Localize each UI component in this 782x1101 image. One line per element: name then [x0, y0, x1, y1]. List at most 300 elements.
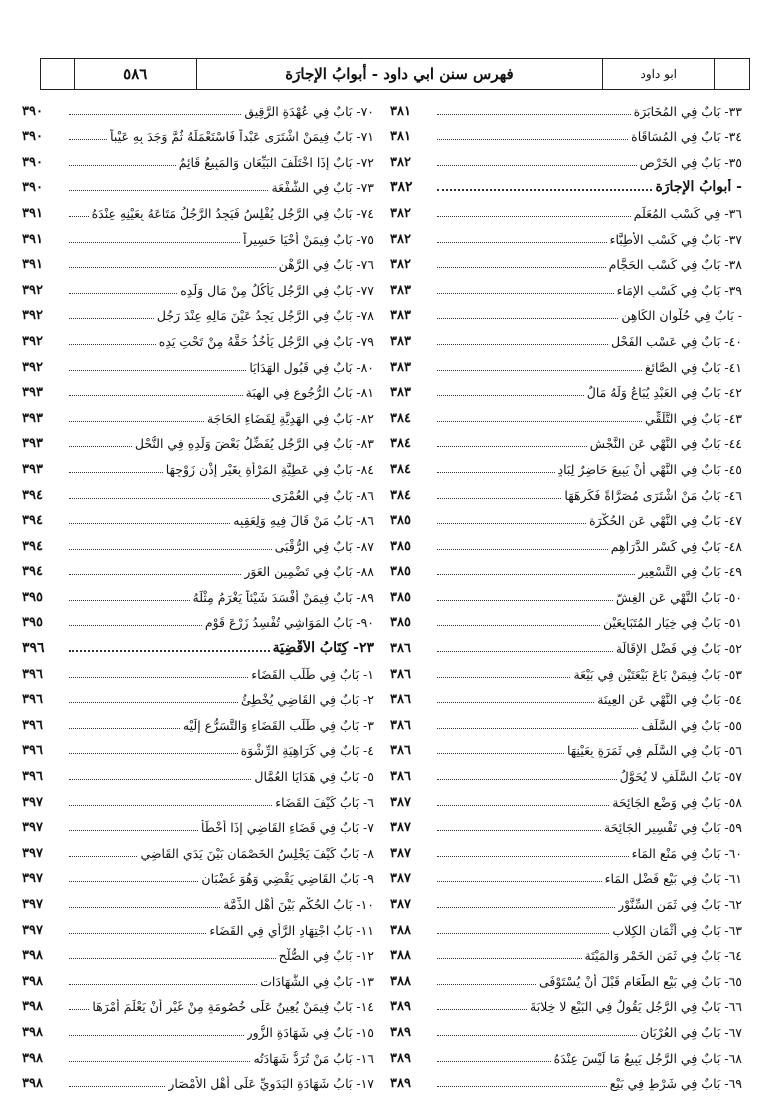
index-entry: [390, 480, 742, 506]
entry-page-number: ٣٩٦: [22, 743, 43, 759]
entry-title: ٣- بَابٌ فِي طَلَبِ القَضَاءِ وَالتَّسَرُّعِ إلَيْه: [182, 717, 374, 733]
entry-title: ١- بَابٌ فِي طَلَبِ القَضَاء: [251, 666, 374, 682]
index-entry: [390, 352, 742, 378]
entry-page-number: ٣٩١: [22, 257, 43, 273]
dot-leader: [437, 702, 594, 703]
dot-leader: [437, 242, 607, 243]
page-header: [40, 58, 750, 90]
entry-title: ١٦- بَابُ مَنْ تُرَدُّ شَهَادَتُه: [253, 1050, 374, 1066]
index-entry: [22, 147, 374, 173]
entry-page-number: ٣٨٦: [390, 769, 411, 785]
dot-leader: [69, 805, 272, 806]
dot-leader: [69, 293, 177, 294]
entry-title: ٢- بَابٌ فِي القَاضِي يُخْطِئُ: [241, 692, 374, 708]
index-entry: [390, 685, 742, 711]
index-entry: [390, 506, 742, 532]
entry-page-number: ٣٨٩: [390, 1050, 411, 1066]
entry-page-number: ٣٨٢: [390, 154, 411, 170]
entry-page-number: ٣٨٩: [390, 1076, 411, 1092]
entry-title: ٨٦- بَابٌ فِي العُمْرَى: [271, 487, 374, 503]
dot-leader: [69, 344, 156, 345]
entry-title: ٤٦- بَابُ مَنْ اشْتَرَى مُصَرَّاةً فَكَرِهَهَا: [564, 487, 742, 503]
entry-title: ٨٩- بَابٌ فِيمَنْ أفْسَدَ شَيْئاً يَغْرَمُ مِثْلَهُ: [192, 589, 374, 605]
dot-leader: [437, 600, 613, 601]
dot-leader: [437, 779, 617, 780]
dot-leader: [437, 498, 561, 499]
index-entry: [390, 633, 742, 659]
dot-leader: [437, 1009, 527, 1010]
index-entry: [390, 147, 742, 173]
index-entry: [390, 813, 742, 839]
entry-page-number: ٣٨٣: [390, 282, 411, 298]
entry-title: ٤٣- بَابٌ فِي التَّلَقِّي: [645, 410, 742, 426]
entry-page-number: ٣٩٠: [22, 180, 43, 196]
index-entry: [22, 787, 374, 813]
index-entry: [22, 864, 374, 890]
dot-leader: [69, 498, 269, 499]
index-entry: [22, 198, 374, 224]
entry-page-number: ٣٩٤: [22, 487, 43, 503]
index-entry: [22, 454, 374, 480]
entry-page-number: ٣٩٨: [22, 948, 43, 964]
entry-title: ٨١- بَابُ الرُّجُوعِ فِي الهِبَة: [245, 385, 374, 401]
index-entry: [390, 557, 742, 583]
dot-leader: [69, 574, 241, 575]
entry-title: ٨٤- بَابٌ فِي عَطِيَّةِ المَرْأةِ بِغَيْرِ إذْنِ زَوْجِهَا: [165, 461, 374, 477]
entry-title: ٣٩- بَابٌ فِي كَسْبِ الإمَاء: [616, 282, 742, 298]
entry-page-number: ٣٩٥: [22, 615, 43, 631]
entry-page-number: ٣٩٧: [22, 845, 43, 861]
dot-leader: [437, 472, 555, 473]
dot-leader: [437, 1035, 637, 1036]
header-empty-right: [715, 59, 749, 89]
index-entry: [22, 582, 374, 608]
index-entry: [390, 301, 742, 327]
entry-title: ١٧- بَابُ شَهَادَةِ البَدَوِيِّ عَلَى أهْلِ الأمْصَار: [168, 1076, 374, 1092]
index-entry: [22, 122, 374, 148]
entry-title: ٤٩- بَابٌ فِي التَّسْعِير: [638, 564, 742, 580]
entry-title: ٧٢- بَابٌ إذَا اخْتَلَفَ البَيِّعَانِ وَالمَبِيعُ قَائِمٌ: [178, 154, 374, 170]
index-entry: [390, 403, 742, 429]
entry-page-number: ٣٨٤: [390, 436, 411, 452]
index-entry: [390, 761, 742, 787]
dot-leader: [69, 242, 240, 243]
dot-leader: [69, 830, 198, 831]
entry-title: ٥٩- بَابٌ فِي تَفْسِيرِ الجَائِحَة: [603, 820, 742, 836]
author-name: ابو داود: [603, 59, 715, 89]
index-entry: [22, 1043, 374, 1069]
index-entry: [22, 1017, 374, 1043]
dot-leader: [69, 779, 251, 780]
entry-page-number: ٣٨٣: [390, 385, 411, 401]
dot-leader: [437, 114, 631, 115]
index-entry: [390, 1069, 742, 1095]
entry-page-number: ٣٩٨: [22, 1076, 43, 1092]
entry-page-number: ٣٨٣: [390, 333, 411, 349]
entry-page-number: ٣٨٧: [390, 871, 411, 887]
dot-leader: [437, 907, 615, 908]
entry-title: ٥٠- بَابُ النَّهْي عَنِ الغِشّ: [615, 589, 742, 605]
dot-leader: [437, 523, 586, 524]
index-entry: [390, 326, 742, 352]
dot-leader: [437, 421, 642, 422]
index-entry: [22, 173, 374, 199]
dot-leader: [437, 139, 628, 140]
entry-title: ٣٧- بَابٌ فِي كَسْبِ الأطِبَّاء: [609, 231, 742, 247]
index-entry: [22, 1069, 374, 1095]
dot-leader: [69, 139, 107, 140]
entry-page-number: ٣٨٩: [390, 1024, 411, 1040]
entry-page-number: ٣٩٣: [22, 410, 43, 426]
entry-page-number: ٣٨٦: [390, 717, 411, 733]
index-entry: [22, 966, 374, 992]
dot-leader: [437, 1061, 551, 1062]
entry-page-number: ٣٩٨: [22, 1024, 43, 1040]
index-entry: [22, 710, 374, 736]
entry-page-number: ٣٨٧: [390, 794, 411, 810]
dot-leader: [437, 574, 635, 575]
entry-title: ٧٨- بَابٌ فِي الرَّجُلِ يَجِدُ عَيْنَ مَالِهِ عِنْدَ رَجُل: [156, 308, 374, 324]
dot-leader: [69, 370, 246, 371]
dot-leader: [69, 933, 206, 934]
index-entry: [390, 659, 742, 685]
page-number: ٥٨٦: [75, 59, 197, 89]
dot-leader: [69, 216, 89, 217]
entry-title: ٤٢- بَابٌ فِي العَبْدِ يُبَاعُ وَلَهُ مَالٌ: [586, 385, 742, 401]
dot-leader: [69, 421, 204, 422]
dot-leader: [69, 753, 238, 754]
index-entry: [22, 659, 374, 685]
entry-page-number: ٣٩٧: [22, 794, 43, 810]
dot-leader: [437, 958, 582, 959]
index-entry: [390, 736, 742, 762]
index-entry: [22, 480, 374, 506]
entry-page-number: ٣٨٧: [390, 845, 411, 861]
dot-leader: [437, 189, 652, 191]
entry-page-number: ٣٨٦: [390, 666, 411, 682]
entry-page-number: ٣٩٦: [22, 717, 43, 733]
dot-leader: [437, 267, 606, 268]
entry-title: ١٤- بَابٌ فِيمَنْ يُعِينُ عَلَى خُصُومَةٍ مِنْ غَيْرِ أنْ يَعْلَمَ أمْرَهَا: [92, 999, 374, 1015]
dot-leader: [69, 677, 248, 678]
dot-leader: [69, 114, 241, 115]
entry-title: ٥٤- بَابٌ فِي النَّهْي عَنِ العِينَة: [597, 692, 742, 708]
index-entry: [22, 301, 374, 327]
dot-leader: [69, 267, 276, 268]
index-entry: [390, 966, 742, 992]
entry-title: ٧٧- بَابٌ فِي الرَّجُلِ يَأْكُلُ مِنْ مَالِ وَلَدِه: [180, 282, 374, 298]
entry-title: ١٣- بَابٌ فِي الشَّهَادَات: [260, 973, 374, 989]
dot-leader: [437, 216, 631, 217]
entry-page-number: ٣٨٣: [390, 359, 411, 375]
entry-title: ٦١- بَابٌ فِي بَيْعِ فَضْلِ المَاء: [604, 871, 742, 887]
entry-title: ٦٩- بَابٌ فِي شَرْطٍ فِي بَيْع: [609, 1076, 742, 1092]
entry-page-number: ٣٩٦: [22, 692, 43, 708]
dot-leader: [437, 805, 609, 806]
index-entry: [22, 275, 374, 301]
entry-title: ٦٧- بَابٌ فِي العُرْبَان: [640, 1024, 742, 1040]
dot-leader: [69, 523, 230, 524]
index-entry: [390, 96, 742, 122]
entry-title: - بَابٌ فِي حُلْوانِ الكَاهِن: [621, 308, 742, 324]
entry-title: ٥٢- بَابٌ فِي فَضْلِ الإقَالَة: [615, 641, 742, 657]
entry-title: ٦٨- بَابٌ فِي الرَّجُلِ يَبِيعُ مَا لَيْسَ عِنْدَهُ: [553, 1050, 742, 1066]
entry-title: ٣٨- بَابٌ فِي كَسْبِ الحَجَّام: [608, 257, 742, 273]
entry-title: - أبوابُ الإجارَة: [655, 179, 742, 196]
entry-title: ٤٠- بَابٌ فِي عَسْبِ الفَحْل: [610, 333, 742, 349]
entry-title: ٢٣- كِتَابُ الأقْضِيَة: [272, 640, 374, 657]
dot-leader: [437, 651, 613, 652]
dot-leader: [437, 753, 564, 754]
dot-leader: [437, 446, 587, 447]
entry-title: ٣٦- فِي كَسْبِ المُعَلِّم: [633, 205, 742, 221]
dot-leader: [69, 165, 176, 166]
index-entry: [390, 941, 742, 967]
dot-leader: [69, 650, 270, 652]
index-entry: [390, 864, 742, 890]
entry-page-number: ٣٨٥: [390, 564, 411, 580]
dot-leader: [69, 190, 268, 191]
dot-leader: [69, 1035, 244, 1036]
entry-page-number: ٣٩٢: [22, 333, 43, 349]
index-column-right: [390, 96, 742, 1094]
entry-page-number: ٣٨٥: [390, 589, 411, 605]
entry-page-number: ٣٨٤: [390, 487, 411, 503]
entry-page-number: ٣٨١: [390, 103, 411, 119]
dot-leader: [69, 395, 243, 396]
dot-leader: [437, 830, 601, 831]
index-entry: [22, 429, 374, 455]
entry-title: ٥٥- بَابٌ فِي السَّلَف: [641, 717, 742, 733]
dot-leader: [69, 600, 190, 601]
entry-page-number: ٣٨٧: [390, 820, 411, 836]
index-entry: [390, 915, 742, 941]
entry-title: ٨٠- بَابٌ فِي قَبُولِ الهَدَايَا: [249, 359, 374, 375]
index-entry: [390, 429, 742, 455]
dot-leader: [437, 293, 614, 294]
entry-title: ٧٣- بَابٌ فِي الشُّفْعَة: [271, 180, 374, 196]
index-section-heading: [22, 633, 374, 659]
entry-title: ٤٥- بَابٌ فِي النَّهْي أنْ يَبِيعَ حَاضِرٌ لِبَادٍ: [557, 461, 742, 477]
entry-title: ١٢- بَابٌ فِي الصُّلْح: [278, 948, 374, 964]
entry-page-number: ٣٩٣: [22, 436, 43, 452]
entry-title: ٤١- بَابٌ فِي الصَّائغ: [644, 359, 742, 375]
dot-leader: [437, 395, 584, 396]
dot-leader: [437, 625, 600, 626]
entry-title: ٦٢- بَابٌ فِي ثَمَنِ السِّنَّوْر: [618, 897, 742, 912]
index-entry: [390, 122, 742, 148]
index-entry: [22, 685, 374, 711]
index-section-heading: [390, 173, 742, 199]
index-entry: [390, 378, 742, 404]
entry-title: ٧- بَابٌ فِي قَضَاءِ القَاضِي إذَا أخْطَأ: [201, 820, 374, 836]
dot-leader: [69, 856, 137, 857]
entry-title: ٨- بَابٌ كَيْفَ يَجْلِسُ الخَصْمَانِ بَيْنَ يَدَيِ القَاضِي: [140, 845, 374, 861]
entry-title: ٣٤- بَابٌ فِي المُسَاقَاة: [631, 129, 742, 145]
entry-page-number: ٣٩٣: [22, 385, 43, 401]
entry-page-number: ٣٩٠: [22, 129, 43, 145]
dot-leader: [69, 318, 154, 319]
entry-title: ٦٦- بَابٌ فِي الرَّجُلِ يَقُولُ فِي البَيْعِ لا خِلابَةَ: [530, 999, 742, 1015]
entry-page-number: ٣٩٨: [22, 973, 43, 989]
dot-leader: [69, 728, 180, 729]
index-entry: [390, 582, 742, 608]
entry-title: ٥٨- بَابٌ فِي وَضْعِ الجَائِحَة: [612, 794, 742, 810]
dot-leader: [69, 702, 238, 703]
running-title: فهرس سنن ابي داود - أبوابُ الإجارَة: [197, 59, 604, 89]
entry-title: ٦- بَابُ كَيْفَ القَضَاء: [275, 794, 374, 810]
index-column-left: [22, 96, 374, 1094]
dot-leader: [437, 318, 618, 319]
entry-title: ٤٤- بَابٌ فِي النَّهْي عَنِ النَّجْش: [589, 436, 742, 452]
dot-leader: [437, 1086, 607, 1087]
entry-title: ٧١- بَابٌ فِيمَنْ اشْتَرَى عَبْداً فَاسْتَعْمَلَهُ ثُمَّ وَجَدَ بِهِ عَيْباً: [110, 129, 374, 145]
entry-page-number: ٣٩٢: [22, 359, 43, 375]
entry-page-number: ٣٨٣: [390, 308, 411, 324]
dot-leader: [437, 881, 602, 882]
index-entry: [390, 198, 742, 224]
entry-title: ٥٣- بَابٌ فِيمَنْ بَاعَ بَيْعَتَيْنِ فِي بَيْعَة: [573, 666, 742, 682]
index-entry: [390, 608, 742, 634]
index-entry: [390, 1043, 742, 1069]
index-entry: [22, 557, 374, 583]
index-entry: [22, 941, 374, 967]
entry-title: ٥٧- بَابُ السَّلَفِ لا يُحَوَّلُ: [619, 769, 742, 785]
entry-title: ١١- بَابُ اجْتِهَادِ الرَّأْيِ فِي القَضَاء: [209, 922, 374, 938]
entry-title: ٧٠- بَابٌ فِي عُهْدَةِ الرَّقِيق: [244, 103, 374, 119]
dot-leader: [69, 472, 163, 473]
entry-title: ٥١- بَابٌ فِي خِيَارِ المُتَبَايِعَيْن: [602, 615, 742, 631]
entry-page-number: ٣٩٢: [22, 282, 43, 298]
dot-leader: [69, 446, 132, 447]
entry-title: ٩٠- بَابُ المَوَاشِي تُفْسِدُ زَرْعَ قَوْم: [204, 615, 374, 631]
index-entry: [390, 1017, 742, 1043]
index-entry: [22, 736, 374, 762]
entry-page-number: ٣٨٥: [390, 615, 411, 631]
index-entry: [22, 352, 374, 378]
entry-title: ١٥- بَابٌ فِي شَهَادَةِ الزُّور: [246, 1024, 374, 1040]
dot-leader: [437, 728, 638, 729]
dot-leader: [69, 958, 276, 959]
entry-title: ٦٣- بَابٌ فِي أثْمَانِ الكِلاب: [612, 922, 742, 938]
index-entry: [22, 378, 374, 404]
entry-title: ٦٠- بَابٌ فِي مَنْعِ المَاء: [631, 845, 742, 861]
dot-leader: [69, 1086, 165, 1087]
entry-title: ٦٤- بَابٌ فِي ثَمَنِ الخَمْرِ وَالمَيْتَة: [584, 948, 742, 964]
index-entry: [390, 710, 742, 736]
dot-leader: [437, 344, 608, 345]
entry-page-number: ٣٩٨: [22, 1050, 43, 1066]
dot-leader: [437, 933, 609, 934]
entry-title: ٨٨- بَابٌ فِي تَضْمِينِ العَوَر: [244, 564, 374, 580]
entry-title: ٤٨- بَابٌ فِي كَسْرِ الدَّرَاهِم: [610, 538, 742, 554]
dot-leader: [69, 881, 198, 882]
index-entry: [390, 889, 742, 915]
index-entry: [22, 813, 374, 839]
entry-page-number: ٣٩٧: [22, 871, 43, 887]
index-entry: [390, 838, 742, 864]
entry-page-number: ٣٩٦: [22, 769, 43, 785]
index-entry: [390, 224, 742, 250]
index-entry: [22, 838, 374, 864]
entry-page-number: ٣٨٧: [390, 897, 411, 912]
index-entry: [22, 531, 374, 557]
entry-page-number: ٣٨٢: [390, 205, 411, 221]
entry-title: ٥- بَابٌ فِي هَدَايَا العُمَّال: [254, 769, 374, 785]
index-entry: [390, 531, 742, 557]
dot-leader: [437, 165, 637, 166]
index-entry: [22, 761, 374, 787]
entry-title: ٨٣- بَابٌ فِي الرَّجُلِ يُفَضِّلُ بَعْضَ وَلَدِهِ فِي النُّحْل: [134, 436, 374, 452]
dot-leader: [437, 677, 570, 678]
entry-page-number: ٣٨١: [390, 129, 411, 145]
entry-title: ٤٧- بَابٌ فِي النَّهْي عَنِ الحُكْرَة: [589, 513, 742, 529]
entry-page-number: ٣٨٨: [390, 922, 411, 938]
index-entry: [22, 608, 374, 634]
entry-title: ٦٥- بَابٌ فِي بَيْعِ الطَّعَامِ قَبْلَ أنْ يُسْتَوْفَى: [538, 973, 742, 989]
entry-page-number: ٣٩٤: [22, 538, 43, 554]
entry-title: ٧٤- بَابٌ فِي الرَّجُلِ يُفْلِسُ فَيَجِدُ الرَّجُلُ مَتَاعَهُ بِعَيْنِهِ عِنْدَهُ: [91, 205, 374, 221]
index-entry: [390, 250, 742, 276]
entry-page-number: ٣٨٤: [390, 461, 411, 477]
dot-leader: [437, 856, 629, 857]
entry-page-number: ٣٨٥: [390, 513, 411, 529]
entry-title: ٣٣- بَابٌ فِي المُخَابَرَة: [633, 103, 742, 119]
dot-leader: [437, 370, 642, 371]
entry-page-number: ٣٩٠: [22, 103, 43, 119]
index-entry: [22, 326, 374, 352]
entry-page-number: ٣٩٤: [22, 564, 43, 580]
dot-leader: [437, 984, 536, 985]
entry-page-number: ٣٨٦: [390, 743, 411, 759]
index-entry: [22, 506, 374, 532]
entry-title: ٣٥- بَابٌ فِي الخَرْصِ: [639, 154, 742, 170]
entry-page-number: ٣٨٩: [390, 999, 411, 1015]
header-empty-left: [41, 59, 75, 89]
entry-page-number: ٣٨٢: [390, 257, 411, 273]
entry-page-number: ٣٩٣: [22, 461, 43, 477]
dot-leader: [69, 907, 220, 908]
entry-title: ٧٥- بَابٌ فِيمَنْ أحْيَا حَسِيراً: [243, 231, 374, 247]
index-entry: [22, 889, 374, 915]
entry-page-number: ٣٩٦: [22, 666, 43, 682]
entry-title: ٧٩- بَابٌ فِي الرَّجُلِ يَأْخُذُ حَقَّهُ مِنْ تَحْتِ يَدِه: [158, 333, 374, 349]
dot-leader: [437, 549, 608, 550]
entry-page-number: ٣٩١: [22, 205, 43, 221]
entry-title: ٩- بَابٌ القَاضِي يَقْضِي وَهُوَ غَضْبَان: [201, 871, 374, 887]
index-entry: [390, 454, 742, 480]
entry-page-number: ٣٩٥: [22, 589, 43, 605]
dot-leader: [69, 984, 257, 985]
entry-title: ٨٢- بَابٌ فِي الهَدِيَّةِ لِقَضَاءِ الحَاجَة: [206, 410, 374, 426]
entry-page-number: ٣٨٨: [390, 948, 411, 964]
entry-page-number: ٣٨٢: [390, 231, 411, 247]
dot-leader: [69, 625, 202, 626]
entry-page-number: ٣٩٠: [22, 154, 43, 170]
index-entry: [22, 224, 374, 250]
entry-page-number: ٣٨٥: [390, 538, 411, 554]
entry-page-number: ٣٩٢: [22, 308, 43, 324]
entry-page-number: ٣٨٤: [390, 410, 411, 426]
index-entry: [390, 275, 742, 301]
entry-title: ٤- بَابٌ فِي كَرَاهِيَةِ الرِّشْوَة: [240, 743, 374, 759]
entry-title: ٧٦- بَابٌ فِي الرَّهْن: [278, 257, 374, 273]
index-entry: [22, 403, 374, 429]
index-entry: [390, 992, 742, 1018]
index-entry: [390, 787, 742, 813]
entry-page-number: ٣٨٦: [390, 692, 411, 708]
entry-page-number: ٣٩٧: [22, 820, 43, 836]
